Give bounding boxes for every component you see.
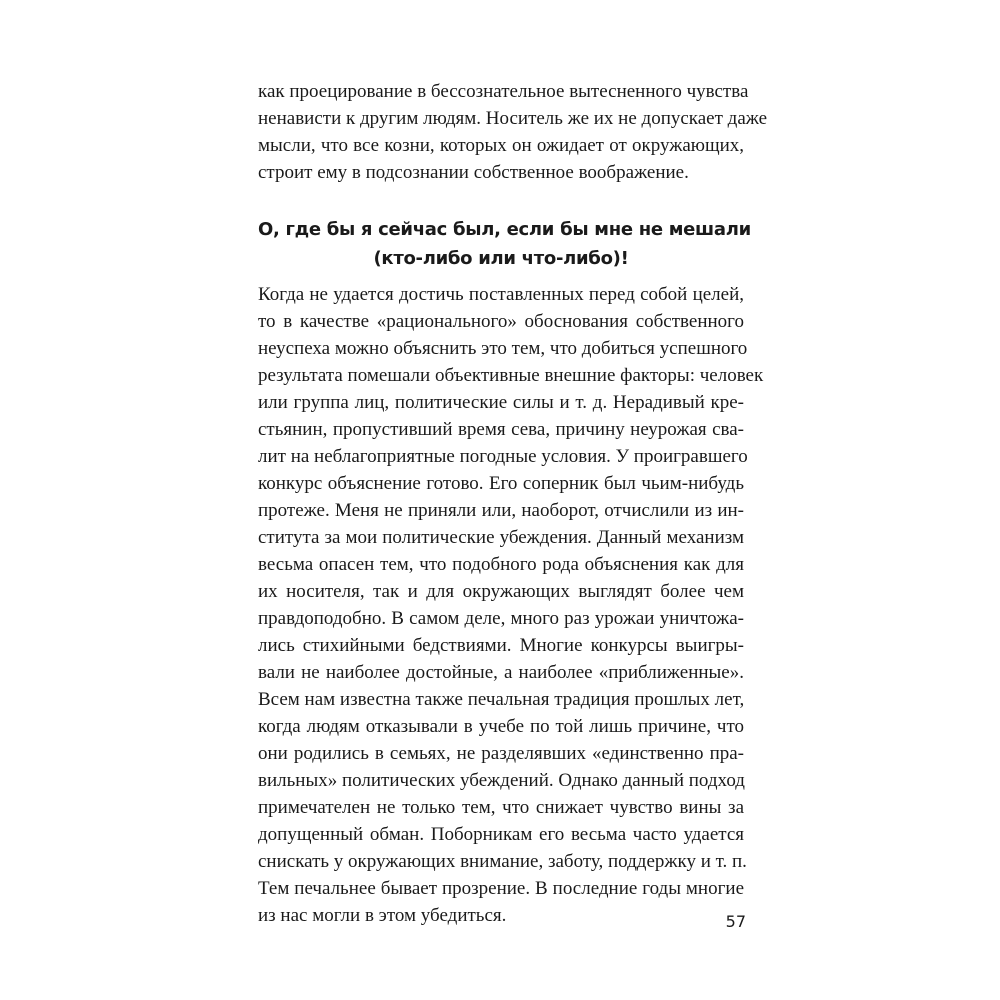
text-line: ститута за мои политические убеждения. Данный механизм: [258, 527, 744, 548]
text-line: лит на неблагоприятные погодные условия. У проигравшего: [258, 446, 748, 467]
text-line: вали не наиболее достойные, а наиболее «приближенные».: [258, 662, 744, 683]
text-line: они родились в семьях, не разделявших «единственно пра-: [258, 743, 744, 764]
book-page: [258, 78, 768, 929]
paragraph-1: [258, 78, 768, 186]
text-line: их носителя, так и для окружающих выглядят более чем: [258, 581, 744, 602]
text-line: Всем нам известна также печальная традиция прошлых лет,: [258, 689, 745, 710]
heading-line: О, где бы я сейчас был, если бы мне не мешали: [258, 219, 751, 240]
text-line: результата помешали объективные внешние факторы: человек: [258, 365, 764, 386]
text-line: весьма опасен тем, что подобного рода объяснения как для: [258, 554, 744, 575]
text-line: строит ему в подсознании собственное воображение.: [258, 162, 689, 183]
text-line: конкурс объяснение готово. Его соперник был чьим-нибудь: [258, 473, 744, 494]
text-line: стьянин, пропустивший время сева, причину неурожая сва-: [258, 419, 744, 440]
text-line: из нас могли в этом убедиться.: [258, 905, 507, 926]
text-line: правдоподобно. В самом деле, много раз урожаи уничтожа-: [258, 608, 744, 629]
text-line: как проецирование в бессознательное вытесненного чувства: [258, 81, 749, 102]
paragraph-2: [258, 281, 764, 929]
text-line: Когда не удается достичь поставленных перед собой целей,: [258, 284, 744, 305]
text-line: когда людям отказывали в учебе по той лишь причине, что: [258, 716, 744, 737]
text-line: допущенный обман. Поборникам его весьма часто удается: [258, 824, 744, 845]
text-line: или группа лиц, политические силы и т. д. Нерадивый кре-: [258, 392, 744, 413]
text-line: неуспеха можно объяснить это тем, что добиться успешного: [258, 338, 748, 359]
text-line: вильных» политических убеждений. Однако данный подход: [258, 770, 745, 791]
text-line: лись стихийными бедствиями. Многие конкурсы выигры-: [258, 635, 744, 656]
text-line: ненависти к другим людям. Носитель же их не допускает даже: [258, 108, 768, 129]
text-line: снискать у окружающих внимание, заботу, поддержку и т. п.: [258, 851, 747, 872]
text-line: примечателен не только тем, что снижает чувство вины за: [258, 797, 744, 818]
text-line: Тем печальнее бывает прозрение. В последние годы многие: [258, 878, 744, 899]
page-number: 57: [725, 912, 746, 931]
heading-line: (кто-либо или что-либо)!: [373, 248, 629, 269]
section-heading: [258, 215, 751, 273]
text-line: то в качестве «рационального» обоснования собственного: [258, 311, 744, 332]
text-line: мысли, что все козни, которых он ожидает от окружающих,: [258, 135, 744, 156]
text-line: протеже. Меня не приняли или, наоборот, отчислили из ин-: [258, 500, 744, 521]
